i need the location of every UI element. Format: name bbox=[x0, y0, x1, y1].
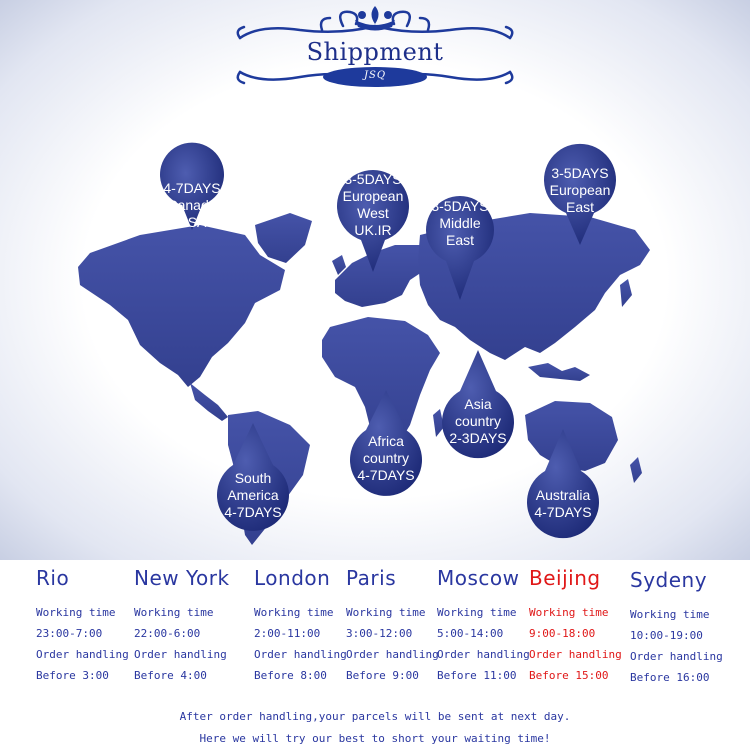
handling-time: Before 15:00 bbox=[529, 669, 609, 682]
pin-label-australia: Australia 4-7DAYS bbox=[534, 487, 592, 520]
pin-label-south-america: South America 4-7DAYS bbox=[224, 470, 282, 520]
working-label: Working time bbox=[529, 606, 609, 619]
handling-time: Before 4:00 bbox=[134, 669, 207, 682]
handling-time: Before 16:00 bbox=[630, 671, 710, 684]
greenland-shape bbox=[255, 213, 312, 263]
city-column-london bbox=[254, 566, 347, 686]
pin-label-middle-east: 3-5DAYS Middle East bbox=[431, 198, 489, 248]
working-time: 9:00-18:00 bbox=[529, 627, 596, 640]
handling-time: Before 11:00 bbox=[437, 669, 517, 682]
new-zealand-shape bbox=[630, 457, 642, 483]
handling-label: Order handling bbox=[346, 648, 439, 661]
working-label: Working time bbox=[630, 608, 710, 621]
city-column-moscow bbox=[437, 566, 530, 686]
city-name: Moscow bbox=[437, 566, 520, 590]
handling-time: Before 9:00 bbox=[346, 669, 419, 682]
handling-label: Order handling bbox=[134, 648, 227, 661]
pin-label-asia: Asia country 2-3DAYS bbox=[449, 396, 507, 446]
working-label: Working time bbox=[134, 606, 214, 619]
pin-label-europe-east: 3-5DAYS European East bbox=[549, 165, 611, 215]
page-title: Shippment bbox=[306, 38, 444, 66]
working-time: 22:00-6:00 bbox=[134, 627, 201, 640]
city-name: London bbox=[254, 566, 331, 590]
handling-label: Order handling bbox=[36, 648, 129, 661]
pin-label-africa: Africa country 4-7DAYS bbox=[357, 433, 415, 483]
handling-time: Before 3:00 bbox=[36, 669, 109, 682]
working-time: 10:00-19:00 bbox=[630, 629, 703, 642]
working-time: 2:00-11:00 bbox=[254, 627, 321, 640]
europe-shape bbox=[335, 245, 432, 307]
handling-label: Order handling bbox=[529, 648, 622, 661]
handling-label: Order handling bbox=[254, 648, 347, 661]
working-time: 5:00-14:00 bbox=[437, 627, 504, 640]
city-column-rio bbox=[36, 566, 129, 686]
pin-label-canada-usa: 4-7DAYS Canada USA bbox=[163, 180, 221, 230]
city-column-paris bbox=[346, 566, 439, 686]
city-name: Paris bbox=[346, 566, 397, 590]
brand-badge: JSQ bbox=[363, 70, 387, 81]
city-column-beijing bbox=[529, 566, 622, 686]
city-name: New York bbox=[134, 566, 230, 590]
japan-shape bbox=[620, 279, 632, 307]
world-map bbox=[0, 95, 750, 555]
handling-label: Order handling bbox=[630, 650, 723, 663]
city-column-new-york bbox=[134, 566, 230, 686]
working-label: Working time bbox=[346, 606, 426, 619]
indonesia-shape bbox=[528, 363, 590, 381]
central-america-shape bbox=[190, 383, 228, 421]
working-label: Working time bbox=[254, 606, 334, 619]
footer-note-2: Here we will try our best to short your waiting time! bbox=[199, 732, 551, 745]
handling-label: Order handling bbox=[437, 648, 530, 661]
footer-note-1: After order handling,your parcels will be sent at next day. bbox=[179, 710, 571, 723]
handling-time: Before 8:00 bbox=[254, 669, 327, 682]
city-name: Rio bbox=[36, 566, 70, 590]
working-label: Working time bbox=[437, 606, 517, 619]
working-label: Working time bbox=[36, 606, 116, 619]
city-column-sydeny bbox=[630, 568, 723, 688]
city-name: Sydeny bbox=[630, 568, 708, 592]
city-name: Beijing bbox=[529, 566, 601, 590]
working-time: 3:00-12:00 bbox=[346, 627, 413, 640]
working-time: 23:00-7:00 bbox=[36, 627, 103, 640]
north-america-shape bbox=[78, 225, 285, 387]
pin-label-europe-west: 3-5DAYS European West UK.IR bbox=[342, 171, 404, 238]
header-banner bbox=[0, 0, 750, 95]
